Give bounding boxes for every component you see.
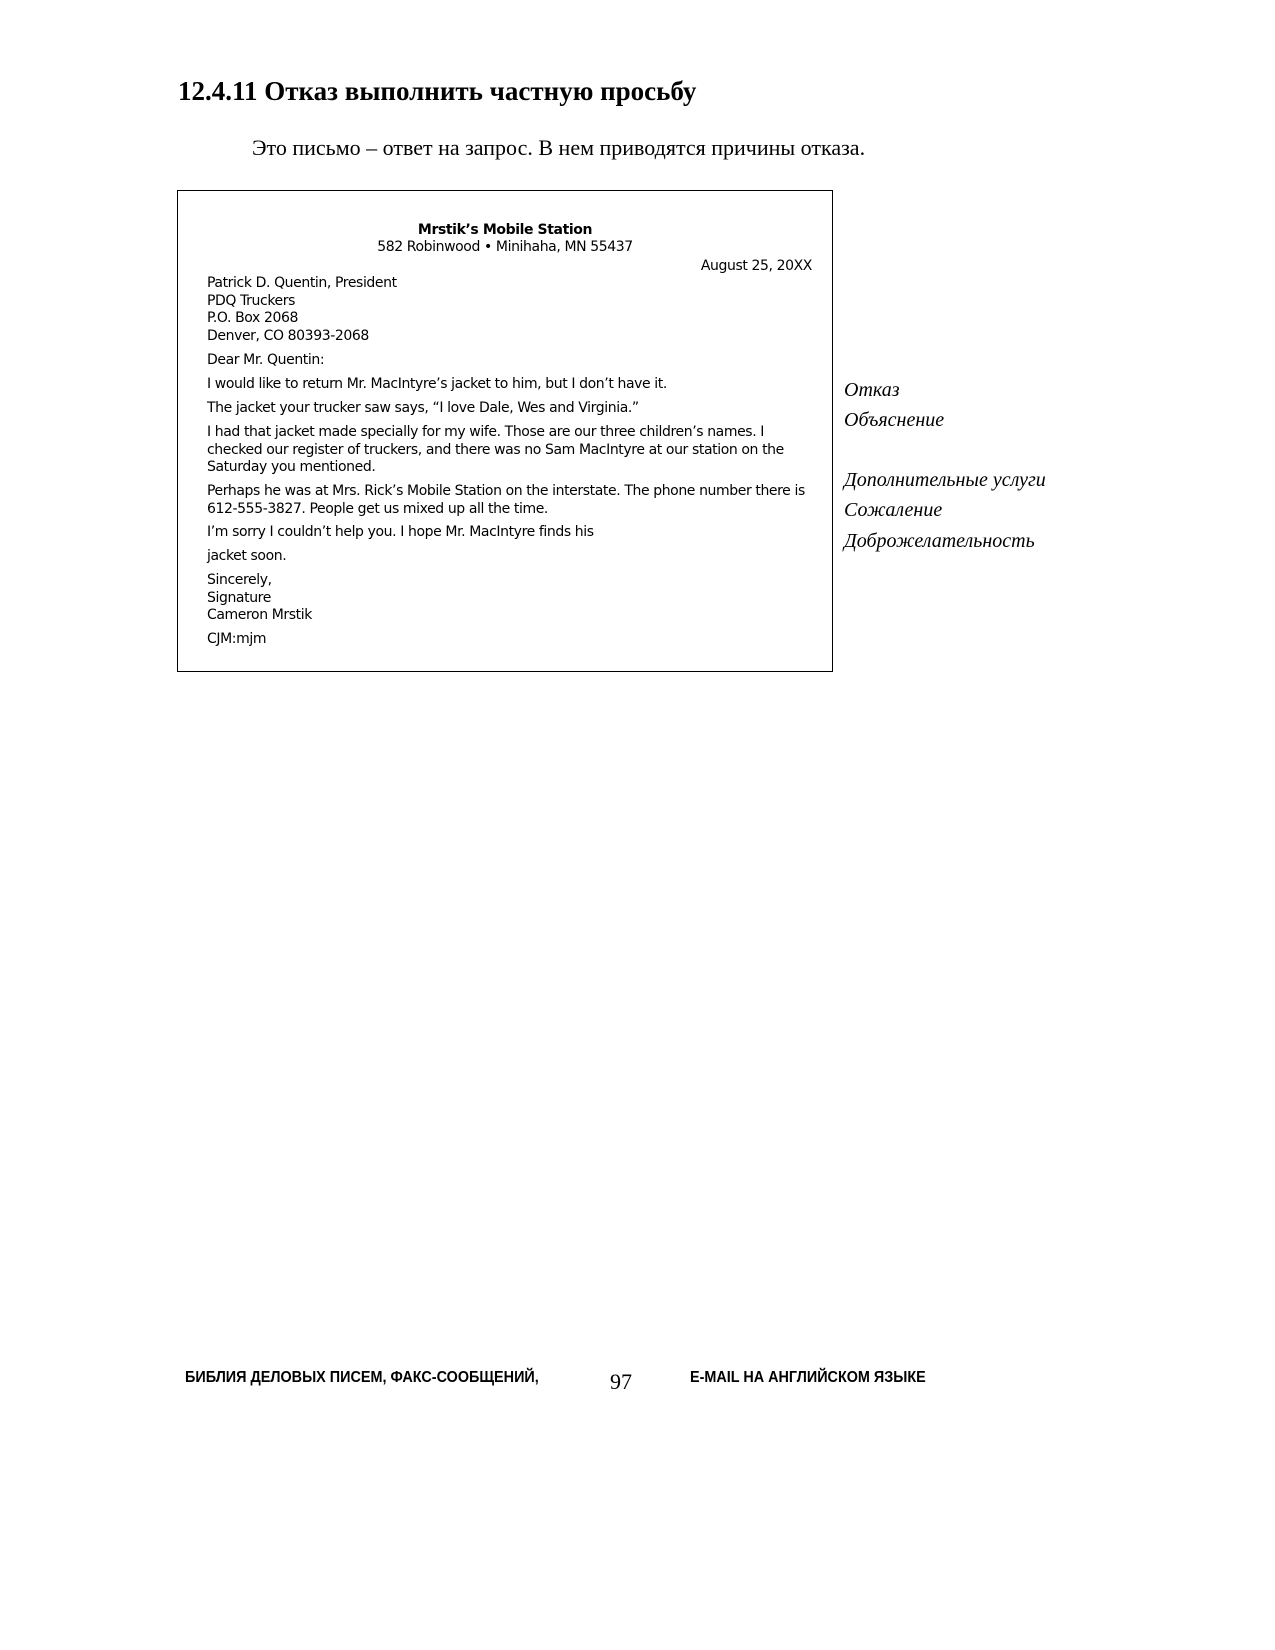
recipient-line: P.O. Box 2068 <box>207 310 298 326</box>
recipient-line: Patrick D. Quentin, President <box>207 275 397 291</box>
letter-paragraph-refusal: I would like to return Mr. MacIntyre’s jacket to him, but I don’t have it. <box>207 376 667 392</box>
recipient-line: Denver, CO 80393-2068 <box>207 327 369 344</box>
letter-company-name: Mrstik’s Mobile Station <box>417 222 593 238</box>
closing-line: Signature <box>207 589 271 606</box>
intro-text: Это письмо – ответ на запрос. В нем приводятся причины отказа. <box>252 135 866 160</box>
page-number: 97 <box>610 1369 632 1394</box>
letter-paragraph-goodwill: jacket soon. <box>207 548 287 564</box>
letter-reference-initials: CJM:mjm <box>207 631 267 647</box>
footer-book-title-right: E-MAIL НА АНГЛИЙСКОМ ЯЗЫКЕ <box>690 1369 926 1386</box>
sample-letter <box>177 190 833 672</box>
letter-paragraph-additional-help: Perhaps he was at Mrs. Rick’s Mobile Station on the interstate. The phone number there is 612-555-3827. People get us mixed up all the time. <box>207 483 805 517</box>
annotation-refusal: Отказ <box>844 379 900 401</box>
annotation-explanation: Объяснение <box>844 409 945 431</box>
letter-company-address: 582 Robinwood • Minihaha, MN 55437 <box>377 239 633 255</box>
letter-paragraph-regret: I’m sorry I couldn’t help you. I hope Mr. MacIntyre finds his <box>207 524 594 540</box>
section-heading: 12.4.11 Отказ выполнить частную просьбу <box>178 76 697 106</box>
letter-recipient-block <box>207 275 397 345</box>
annotation-regret: Сожаление <box>844 499 943 521</box>
letter-closing <box>207 572 312 625</box>
letter-date: August 25, 20XX <box>700 258 812 274</box>
letter-paragraph-explanation-detail: I had that jacket made specially for my wife. Those are our three children’s names. I checked our register of truckers, and there was no Sam MacIntyre at our station on the Saturday you mentioned. <box>207 424 784 475</box>
recipient-line: PDQ Truckers <box>207 292 295 309</box>
letter-salutation: Dear Mr. Quentin: <box>207 352 325 368</box>
closing-line: Cameron Mrstik <box>207 607 312 623</box>
annotation-additional-services: Дополнительные услуги <box>844 469 1046 491</box>
closing-line: Sincerely, <box>207 572 272 588</box>
annotation-goodwill: Доброжелательность <box>844 530 1035 552</box>
footer-book-title-left: БИБЛИЯ ДЕЛОВЫХ ПИСЕМ, ФАКС-СООБЩЕНИЙ, <box>185 1369 539 1386</box>
letter-paragraph-explanation: The jacket your trucker saw says, “I love Dale, Wes and Virginia.” <box>207 400 639 416</box>
